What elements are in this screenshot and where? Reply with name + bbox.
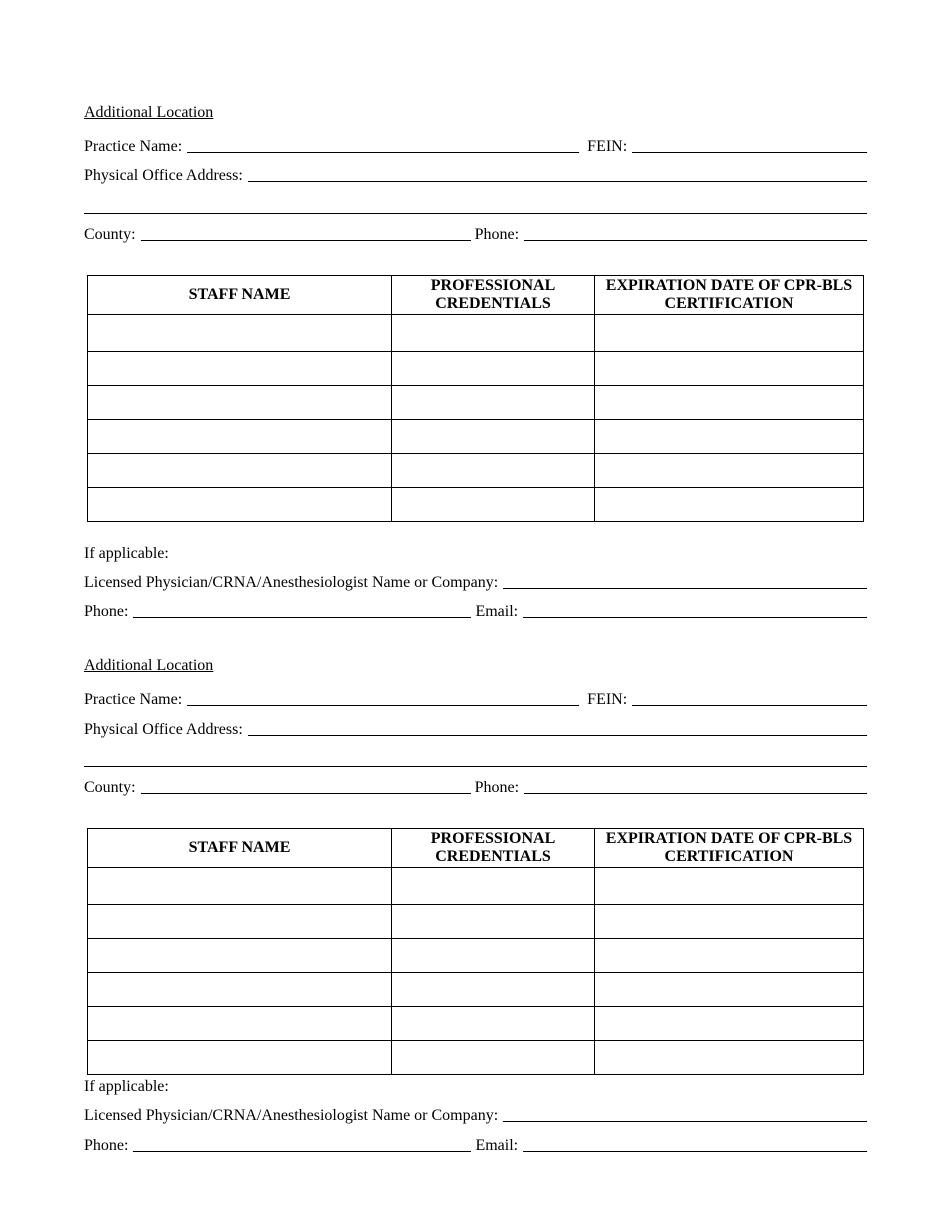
address-field-line-2[interactable] (84, 766, 867, 767)
table-row (88, 352, 864, 386)
practice-name-label: Practice Name: (84, 691, 183, 708)
contact-row (84, 601, 867, 621)
staff-name-cell[interactable] (88, 1007, 392, 1041)
table-header-row (88, 276, 864, 315)
credentials-cell[interactable] (392, 454, 595, 488)
phone-field[interactable] (524, 793, 867, 794)
staff-name-cell[interactable] (88, 905, 392, 939)
licensed-field[interactable] (503, 588, 867, 589)
if-applicable-label: If applicable: (84, 1078, 169, 1095)
credentials-cell[interactable] (392, 315, 595, 352)
credentials-cell[interactable] (392, 939, 595, 973)
practice-row (84, 689, 867, 709)
credentials-cell[interactable] (392, 488, 595, 522)
staff-name-cell[interactable] (88, 973, 392, 1007)
phone-label: Phone: (474, 779, 520, 796)
contact-phone-field[interactable] (133, 1151, 471, 1152)
credentials-cell[interactable] (392, 1041, 595, 1075)
address-field-line-2[interactable] (84, 213, 867, 214)
address-field[interactable] (248, 181, 867, 182)
staff-name-cell[interactable] (88, 1041, 392, 1075)
section-heading: Additional Location (84, 657, 214, 674)
email-field[interactable] (523, 1151, 867, 1152)
address-field[interactable] (248, 735, 867, 736)
header-cpr-expiration: EXPIRATION DATE OF CPR-BLS CERTIFICATION (595, 276, 864, 315)
table-row (88, 868, 864, 905)
header-staff-name: STAFF NAME (88, 276, 392, 315)
expiration-cell[interactable] (595, 315, 864, 352)
table-row (88, 420, 864, 454)
header-professional-credentials: PROFESSIONAL CREDENTIALS (392, 276, 595, 315)
expiration-cell[interactable] (595, 386, 864, 420)
county-field[interactable] (141, 240, 471, 241)
expiration-cell[interactable] (595, 488, 864, 522)
staff-name-cell[interactable] (88, 454, 392, 488)
expiration-cell[interactable] (595, 454, 864, 488)
expiration-cell[interactable] (595, 973, 864, 1007)
staff-name-cell[interactable] (88, 315, 392, 352)
table-row (88, 315, 864, 352)
table-row (88, 905, 864, 939)
table-row (88, 939, 864, 973)
credentials-cell[interactable] (392, 973, 595, 1007)
address-label: Physical Office Address: (84, 167, 243, 184)
table-row (88, 488, 864, 522)
staff-name-cell[interactable] (88, 386, 392, 420)
staff-name-cell[interactable] (88, 939, 392, 973)
header-cpr-expiration: EXPIRATION DATE OF CPR-BLS CERTIFICATION (595, 829, 864, 868)
fein-field[interactable] (632, 152, 867, 153)
email-label: Email: (475, 1137, 519, 1154)
phone-field[interactable] (524, 240, 867, 241)
header-staff-name: STAFF NAME (88, 829, 392, 868)
licensed-row (84, 1105, 867, 1125)
practice-name-field[interactable] (187, 705, 579, 706)
section-heading: Additional Location (84, 104, 214, 121)
contact-row (84, 1135, 867, 1155)
county-phone-row (84, 777, 867, 797)
table-row (88, 973, 864, 1007)
email-field[interactable] (523, 617, 867, 618)
staff-name-cell[interactable] (88, 868, 392, 905)
address-row (84, 719, 867, 739)
expiration-cell[interactable] (595, 1007, 864, 1041)
licensed-label: Licensed Physician/CRNA/Anesthesiologist Name or Company: (84, 574, 499, 591)
table-row (88, 1007, 864, 1041)
licensed-row (84, 572, 867, 592)
expiration-cell[interactable] (595, 939, 864, 973)
fein-label: FEIN: (587, 138, 628, 155)
address-label: Physical Office Address: (84, 721, 243, 738)
licensed-field[interactable] (503, 1121, 867, 1122)
expiration-cell[interactable] (595, 1041, 864, 1075)
credentials-cell[interactable] (392, 868, 595, 905)
expiration-cell[interactable] (595, 905, 864, 939)
email-label: Email: (475, 603, 519, 620)
staff-name-cell[interactable] (88, 420, 392, 454)
if-applicable-label: If applicable: (84, 545, 169, 562)
table-header-row (88, 829, 864, 868)
credentials-cell[interactable] (392, 1007, 595, 1041)
expiration-cell[interactable] (595, 352, 864, 386)
contact-phone-field[interactable] (133, 617, 471, 618)
fein-field[interactable] (632, 705, 867, 706)
table-row (88, 1041, 864, 1075)
fein-label: FEIN: (587, 691, 628, 708)
county-field[interactable] (141, 793, 471, 794)
credentials-cell[interactable] (392, 420, 595, 454)
practice-name-label: Practice Name: (84, 138, 183, 155)
contact-phone-label: Phone: (84, 1137, 129, 1154)
credentials-cell[interactable] (392, 905, 595, 939)
county-label: County: (84, 779, 136, 796)
county-label: County: (84, 226, 136, 243)
header-professional-credentials: PROFESSIONAL CREDENTIALS (392, 829, 595, 868)
table-row (88, 454, 864, 488)
contact-phone-label: Phone: (84, 603, 129, 620)
staff-name-cell[interactable] (88, 352, 392, 386)
table-row (88, 386, 864, 420)
practice-name-field[interactable] (187, 152, 579, 153)
staff-name-cell[interactable] (88, 488, 392, 522)
address-row (84, 165, 867, 185)
staff-table (87, 828, 864, 1075)
expiration-cell[interactable] (595, 420, 864, 454)
credentials-cell[interactable] (392, 352, 595, 386)
expiration-cell[interactable] (595, 868, 864, 905)
practice-row (84, 136, 867, 156)
staff-table (87, 275, 864, 522)
licensed-label: Licensed Physician/CRNA/Anesthesiologist Name or Company: (84, 1107, 499, 1124)
credentials-cell[interactable] (392, 386, 595, 420)
phone-label: Phone: (474, 226, 520, 243)
county-phone-row (84, 224, 867, 244)
